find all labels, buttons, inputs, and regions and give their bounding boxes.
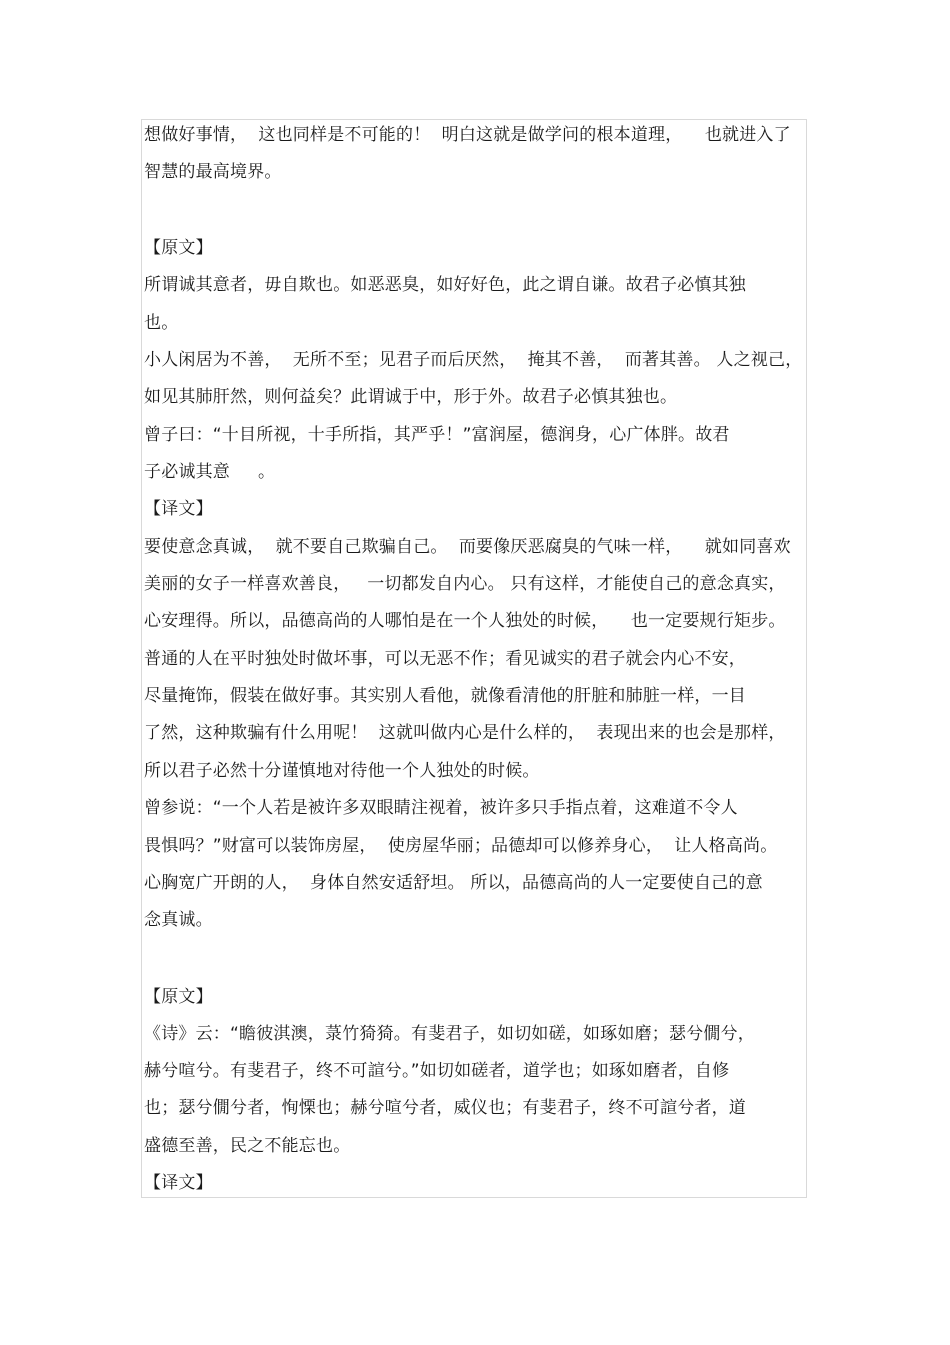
text-line: 赫兮喧兮。有斐君子，终不可諠兮。”如切如磋者，道学也；如琢如磨者，自修	[144, 1061, 730, 1081]
section-heading-original: 【原文】	[144, 987, 213, 1007]
text-line: 如见其肺肝然，则何益矣？此谓诚于中，形于外。故君子必慎其独也。	[144, 387, 678, 407]
text-line: 也。	[144, 313, 179, 333]
section-heading-translation: 【译文】	[144, 1173, 213, 1193]
text-line: 尽量掩饰，假装在做好事。其实别人看他，就像看清他的肝脏和肺脏一样，一目	[144, 686, 746, 706]
text-line: 美丽的女子一样喜欢善良， 一切都发自内心。 只有这样，才能使自己的意念真实，	[144, 574, 786, 594]
text-line: 所以君子必然十分谨慎地对待他一个人独处的时候。	[144, 761, 540, 781]
text-line: 也；瑟兮僩兮者，恂慄也；赫兮喧兮者，威仪也；有斐君子，终不可諠兮者，道	[144, 1098, 746, 1118]
text-line: 了然，这种欺骗有什么用呢！ 这就叫做内心是什么样的， 表现出来的也会是那样，	[144, 723, 786, 743]
section-heading-translation: 【译文】	[144, 499, 213, 519]
text-line: 曾子曰：“十目所视，十手所指，其严乎！”富润屋，德润身，心广体胖。故君	[144, 425, 730, 445]
text-line: 小人闲居为不善， 无所不至；见君子而后厌然， 掩其不善， 而著其善。 人之视己，	[144, 350, 803, 370]
text-line: 曾参说：“一个人若是被许多双眼睛注视着，被许多只手指点着，这难道不令人	[144, 798, 738, 818]
text-line: 《诗》云：“瞻彼淇澳，菉竹猗猗。有斐君子，如切如磋，如琢如磨；瑟兮僩兮，	[144, 1024, 756, 1044]
text-line: 普通的人在平时独处时做坏事，可以无恶不作；看见诚实的君子就会内心不安，	[144, 649, 746, 669]
text-line: 畏惧吗？”财富可以装饰房屋， 使房屋华丽；品德却可以修养身心， 让人格高尚。	[144, 836, 778, 856]
text-line: 智慧的最高境界。	[144, 162, 282, 182]
text-line: 所谓诚其意者，毋自欺也。如恶恶臭，如好好色，此之谓自谦。故君子必慎其独	[144, 275, 746, 295]
text-line: 心胸宽广开朗的人， 身体自然安适舒坦。 所以，品德高尚的人一定要使自己的意	[144, 873, 763, 893]
text-line: 盛德至善，民之不能忘也。	[144, 1136, 351, 1156]
text-line: 念真诚。	[144, 910, 213, 930]
text-line: 想做好事情， 这也同样是不可能的！ 明白这就是做学问的根本道理， 也就进入了	[144, 125, 791, 145]
text-line: 要使意念真诚， 就不要自己欺骗自己。 而要像厌恶腐臭的气味一样， 就如同喜欢	[144, 537, 791, 557]
text-line: 心安理得。所以，品德高尚的人哪怕是在一个人独处的时候， 也一定要规行矩步。	[144, 611, 786, 631]
section-heading-original: 【原文】	[144, 238, 213, 258]
text-line: 子必诚其意 。	[144, 462, 276, 482]
